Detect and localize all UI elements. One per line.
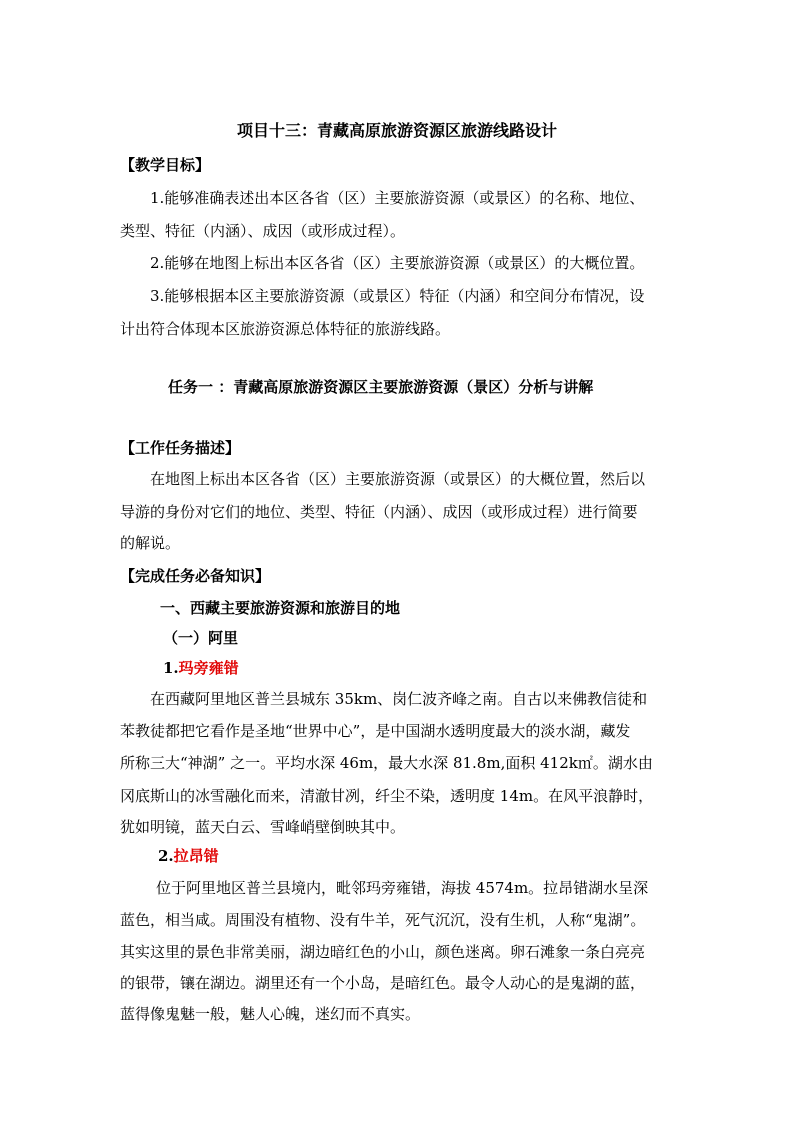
objective-line-1: 1.能够准确表述出本区各省（区）主要旅游资源（或景区）的名称、地位、	[150, 189, 645, 207]
item1-line-5: 犹如明镜，蓝天白云、雪峰峭壁倒映其中。	[120, 818, 406, 836]
work-desc-line-3: 的解说。	[120, 534, 181, 552]
item2-name: 拉昂错	[173, 847, 219, 865]
objective-line-3: 2.能够在地图上标出本区各省（区）主要旅游资源（或景区）的大概位置。	[150, 254, 645, 272]
item2-line-2: 蓝色，相当咸。周围没有植物、没有牛羊，死气沉沉，没有生机，人称“鬼湖”。	[120, 911, 646, 929]
item1-number: 1.	[163, 659, 179, 677]
knowledge-heading: 【完成任务必备知识】	[120, 567, 271, 585]
section-heading: 一、西藏主要旅游资源和旅游目的地	[160, 599, 401, 617]
item2-line-1: 位于阿里地区普兰县境内，毗邻玛旁雍错，海拔 4574m。拉昂错湖水呈深	[156, 879, 649, 897]
item2-number: 2.	[158, 847, 174, 865]
work-desc-line-1: 在地图上标出本区各省（区）主要旅游资源（或景区）的大概位置，然后以	[150, 470, 646, 488]
item2-heading	[158, 846, 219, 866]
objective-line-2: 类型、特征（内涵）、成因（或形成过程）。	[120, 222, 406, 240]
item1-line-4: 冈底斯山的冰雪融化而来，清澈甘冽，纤尘不染，透明度 14m。在风平浪静时，	[120, 787, 654, 805]
item1-heading	[163, 658, 239, 678]
work-desc-heading: 【工作任务描述】	[120, 439, 241, 457]
objective-line-4: 3.能够根据本区主要旅游资源（或景区）特征（内涵）和空间分布情况，设	[150, 287, 645, 305]
subsection-heading: （一）阿里	[163, 629, 239, 647]
objectives-heading: 【教学目标】	[120, 156, 211, 174]
item1-name: 玛旁雍错	[178, 659, 239, 677]
task-title: 任务一 ：青藏高原旅游资源区主要旅游资源（景区）分析与讲解	[168, 378, 594, 396]
page-title: 项目十三：青藏高原旅游资源区旅游线路设计	[236, 121, 557, 140]
item2-line-4: 的银带，镶在湖边。湖里还有一个小岛，是暗红色。最令人动心的是鬼湖的蓝，	[120, 974, 646, 992]
work-desc-line-2: 导游的身份对它们的地位、类型、特征（内涵）、成因（或形成过程）进行简要	[120, 503, 638, 521]
item2-line-3: 其实这里的景色非常美丽，湖边暗红色的小山，颜色迷离。卵石滩象一条白亮亮	[120, 943, 646, 961]
item2-line-5: 蓝得像鬼魅一般，魅人心魄，迷幻而不真实。	[120, 1005, 421, 1023]
item1-line-3: 所称三大“神湖” 之一。平均水深 46m，最大水深 81.8m,面积 412k㎡。湖水由	[120, 754, 653, 772]
objective-line-5: 计出符合体现本区旅游资源总体特征的旅游线路。	[120, 320, 451, 338]
item1-line-2: 苯教徒都把它看作是圣地“世界中心”，是中国湖水透明度最大的淡水湖，藏发	[120, 722, 631, 740]
item1-line-1: 在西藏阿里地区普兰县城东 35km、岗仁波齐峰之南。自古以来佛教信徒和	[150, 690, 648, 708]
